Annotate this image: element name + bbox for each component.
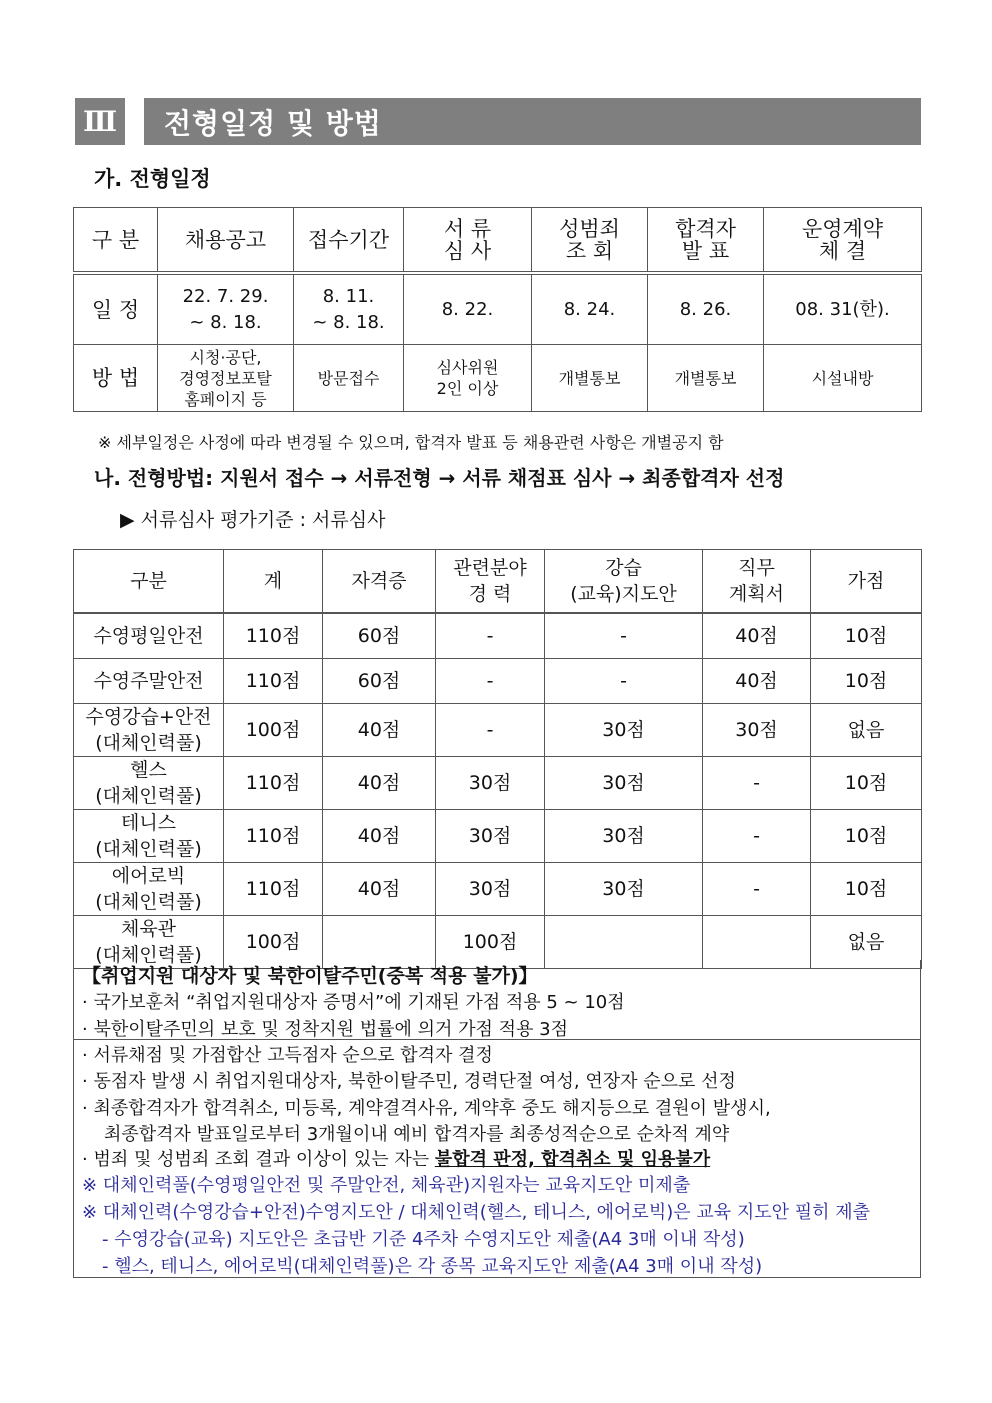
score-cell: 30점 <box>545 863 703 916</box>
schedule-cell: 개별통보 <box>532 345 648 412</box>
score-cell: 110점 <box>224 757 323 810</box>
note-emphasis: 불합격 판정, 합격취소 및 임용불가 <box>434 1149 711 1170</box>
note-line: - 헬스, 테니스, 에어로빅(대체인력풀)은 각 종목 교육지도안 제출(A4 3매 이내 작성) <box>102 1256 763 1277</box>
score-cell: 110점 <box>224 613 323 659</box>
row-label: 체육관 (대체인력풀) <box>74 916 224 969</box>
notes-box <box>73 960 921 1278</box>
note-line: · 동점자 발생 시 취업지원대상자, 북한이탈주민, 경력단절 여성, 연장자 순으로 선정 <box>82 1071 736 1092</box>
subheading-schedule: 가. 전형일정 <box>94 167 211 191</box>
score-cell: 40점 <box>323 757 436 810</box>
row-label: 테니스 (대체인력풀) <box>74 810 224 863</box>
schedule-cell: 채용공고 <box>158 208 294 274</box>
score-cell: - <box>545 659 703 704</box>
score-cell: 10점 <box>811 810 922 863</box>
score-cell: 10점 <box>811 863 922 916</box>
score-cell: 100점 <box>436 916 545 969</box>
schedule-table <box>73 207 922 412</box>
score-cell: 10점 <box>811 659 922 704</box>
column-header: 관련분야 경 력 <box>436 550 545 614</box>
column-header: 구분 <box>74 550 224 614</box>
note-line: 최종합격자 발표일로부터 3개월이내 예비 합격자를 최종성적순으로 순차적 계약 <box>104 1124 730 1145</box>
score-cell: 30점 <box>436 757 545 810</box>
section-number: Ⅲ <box>75 98 125 145</box>
notes-title: 【취업지원 대상자 및 북한이탈주민(중복 적용 불가)】 <box>82 965 538 987</box>
schedule-cell: 방문접수 <box>294 345 404 412</box>
column-header: 직무 계획서 <box>703 550 811 614</box>
score-cell: - <box>545 613 703 659</box>
note-line <box>82 1145 710 1171</box>
schedule-cell: 시청·공단, 경영정보포탈 홈페이지 등 <box>158 345 294 412</box>
schedule-cell: 22. 7. 29. ~ 8. 18. <box>158 273 294 345</box>
score-cell: 30점 <box>545 757 703 810</box>
score-cell: 40점 <box>323 863 436 916</box>
score-cell: 30점 <box>545 704 703 757</box>
row-label: 일 정 <box>74 273 158 345</box>
column-header: 계 <box>224 550 323 614</box>
score-cell: 40점 <box>703 659 811 704</box>
column-header: 가점 <box>811 550 922 614</box>
schedule-header-row <box>74 208 922 274</box>
schedule-cell: 개별통보 <box>648 345 764 412</box>
score-cell: 10점 <box>811 613 922 659</box>
note-text: · 범죄 및 성범죄 조회 결과 이상이 있는 자는 <box>82 1149 435 1170</box>
schedule-dates-row <box>74 273 922 345</box>
score-cell: 110점 <box>224 863 323 916</box>
schedule-cell: 8. 26. <box>648 273 764 345</box>
note-line: ※ 대체인력풀(수영평일안전 및 주말안전, 체육관)지원자는 교육지도안 미제출 <box>82 1175 691 1196</box>
schedule-note: ※ 세부일정은 사정에 따라 변경될 수 있으며, 합격자 발표 등 채용관련 사항은 개별공지 함 <box>98 433 724 452</box>
score-cell: - <box>703 757 811 810</box>
score-header-row <box>74 550 922 614</box>
schedule-cell: 8. 11. ~ 8. 18. <box>294 273 404 345</box>
note-line: · 북한이탈주민의 보호 및 정착지원 법률에 의거 가점 적용 3점 <box>82 1019 568 1040</box>
schedule-cell: 운영계약 체 결 <box>764 208 922 274</box>
note-line: · 서류채점 및 가점합산 고득점자 순으로 합격자 결정 <box>82 1045 493 1066</box>
score-row <box>74 613 922 659</box>
column-header: 자격증 <box>323 550 436 614</box>
schedule-methods-row <box>74 345 922 412</box>
score-cell: 40점 <box>703 613 811 659</box>
score-row <box>74 863 922 916</box>
score-cell: 40점 <box>323 704 436 757</box>
score-cell: 없음 <box>811 916 922 969</box>
divider <box>74 1039 920 1040</box>
schedule-cell: 서 류 심 사 <box>404 208 532 274</box>
section-title: 전형일정 및 방법 <box>144 98 921 145</box>
score-row <box>74 757 922 810</box>
score-row <box>74 659 922 704</box>
score-cell: 30점 <box>436 863 545 916</box>
row-label: 구 분 <box>74 208 158 274</box>
schedule-cell: 시설내방 <box>764 345 922 412</box>
schedule-cell: 성범죄 조 회 <box>532 208 648 274</box>
note-line: · 최종합격자가 합격취소, 미등록, 계약결격사유, 계약후 중도 해지등으로 결원이 발생시, <box>82 1098 771 1119</box>
criteria-label: ▶ 서류심사 평가기준 : 서류심사 <box>120 509 386 531</box>
schedule-cell: 8. 22. <box>404 273 532 345</box>
score-cell: 30점 <box>703 704 811 757</box>
score-cell: - <box>703 810 811 863</box>
score-cell: 60점 <box>323 613 436 659</box>
score-row <box>74 810 922 863</box>
schedule-cell: 8. 24. <box>532 273 648 345</box>
row-label: 수영주말안전 <box>74 659 224 704</box>
schedule-cell: 접수기간 <box>294 208 404 274</box>
row-label: 수영평일안전 <box>74 613 224 659</box>
schedule-cell: 합격자 발 표 <box>648 208 764 274</box>
schedule-cell: 08. 31(한). <box>764 273 922 345</box>
schedule-cell: 심사위원 2인 이상 <box>404 345 532 412</box>
score-row <box>74 704 922 757</box>
note-line: · 국가보훈처 “취업지원대상자 증명서”에 기재된 가점 적용 5 ~ 10점 <box>82 992 625 1013</box>
subheading-method: 나. 전형방법: 지원서 접수 → 서류전형 → 서류 채점표 심사 → 최종합격자 선정 <box>94 466 785 490</box>
score-cell: - <box>436 659 545 704</box>
score-cell: 110점 <box>224 810 323 863</box>
score-table <box>73 549 922 969</box>
section-header <box>75 98 921 145</box>
row-label: 방 법 <box>74 345 158 412</box>
score-cell: - <box>703 863 811 916</box>
score-cell: 없음 <box>811 704 922 757</box>
score-cell: 30점 <box>545 810 703 863</box>
score-cell: - <box>436 704 545 757</box>
score-cell: 40점 <box>323 810 436 863</box>
score-cell: 60점 <box>323 659 436 704</box>
score-cell: 100점 <box>224 704 323 757</box>
column-header: 강습 (교육)지도안 <box>545 550 703 614</box>
score-cell: - <box>436 613 545 659</box>
row-label: 수영강습+안전 (대체인력풀) <box>74 704 224 757</box>
note-line: ※ 대체인력(수영강습+안전)수영지도안 / 대체인력(헬스, 테니스, 에어로빅)은 교육 지도안 필히 제출 <box>82 1202 870 1223</box>
note-line: - 수영강습(교육) 지도안은 초급반 기준 4주차 수영지도안 제출(A4 3매 이내 작성) <box>102 1229 745 1250</box>
row-label: 에어로빅 (대체인력풀) <box>74 863 224 916</box>
score-cell: 110점 <box>224 659 323 704</box>
score-cell: 10점 <box>811 757 922 810</box>
row-label: 헬스 (대체인력풀) <box>74 757 224 810</box>
score-cell: 30점 <box>436 810 545 863</box>
score-cell: 100점 <box>224 916 323 969</box>
